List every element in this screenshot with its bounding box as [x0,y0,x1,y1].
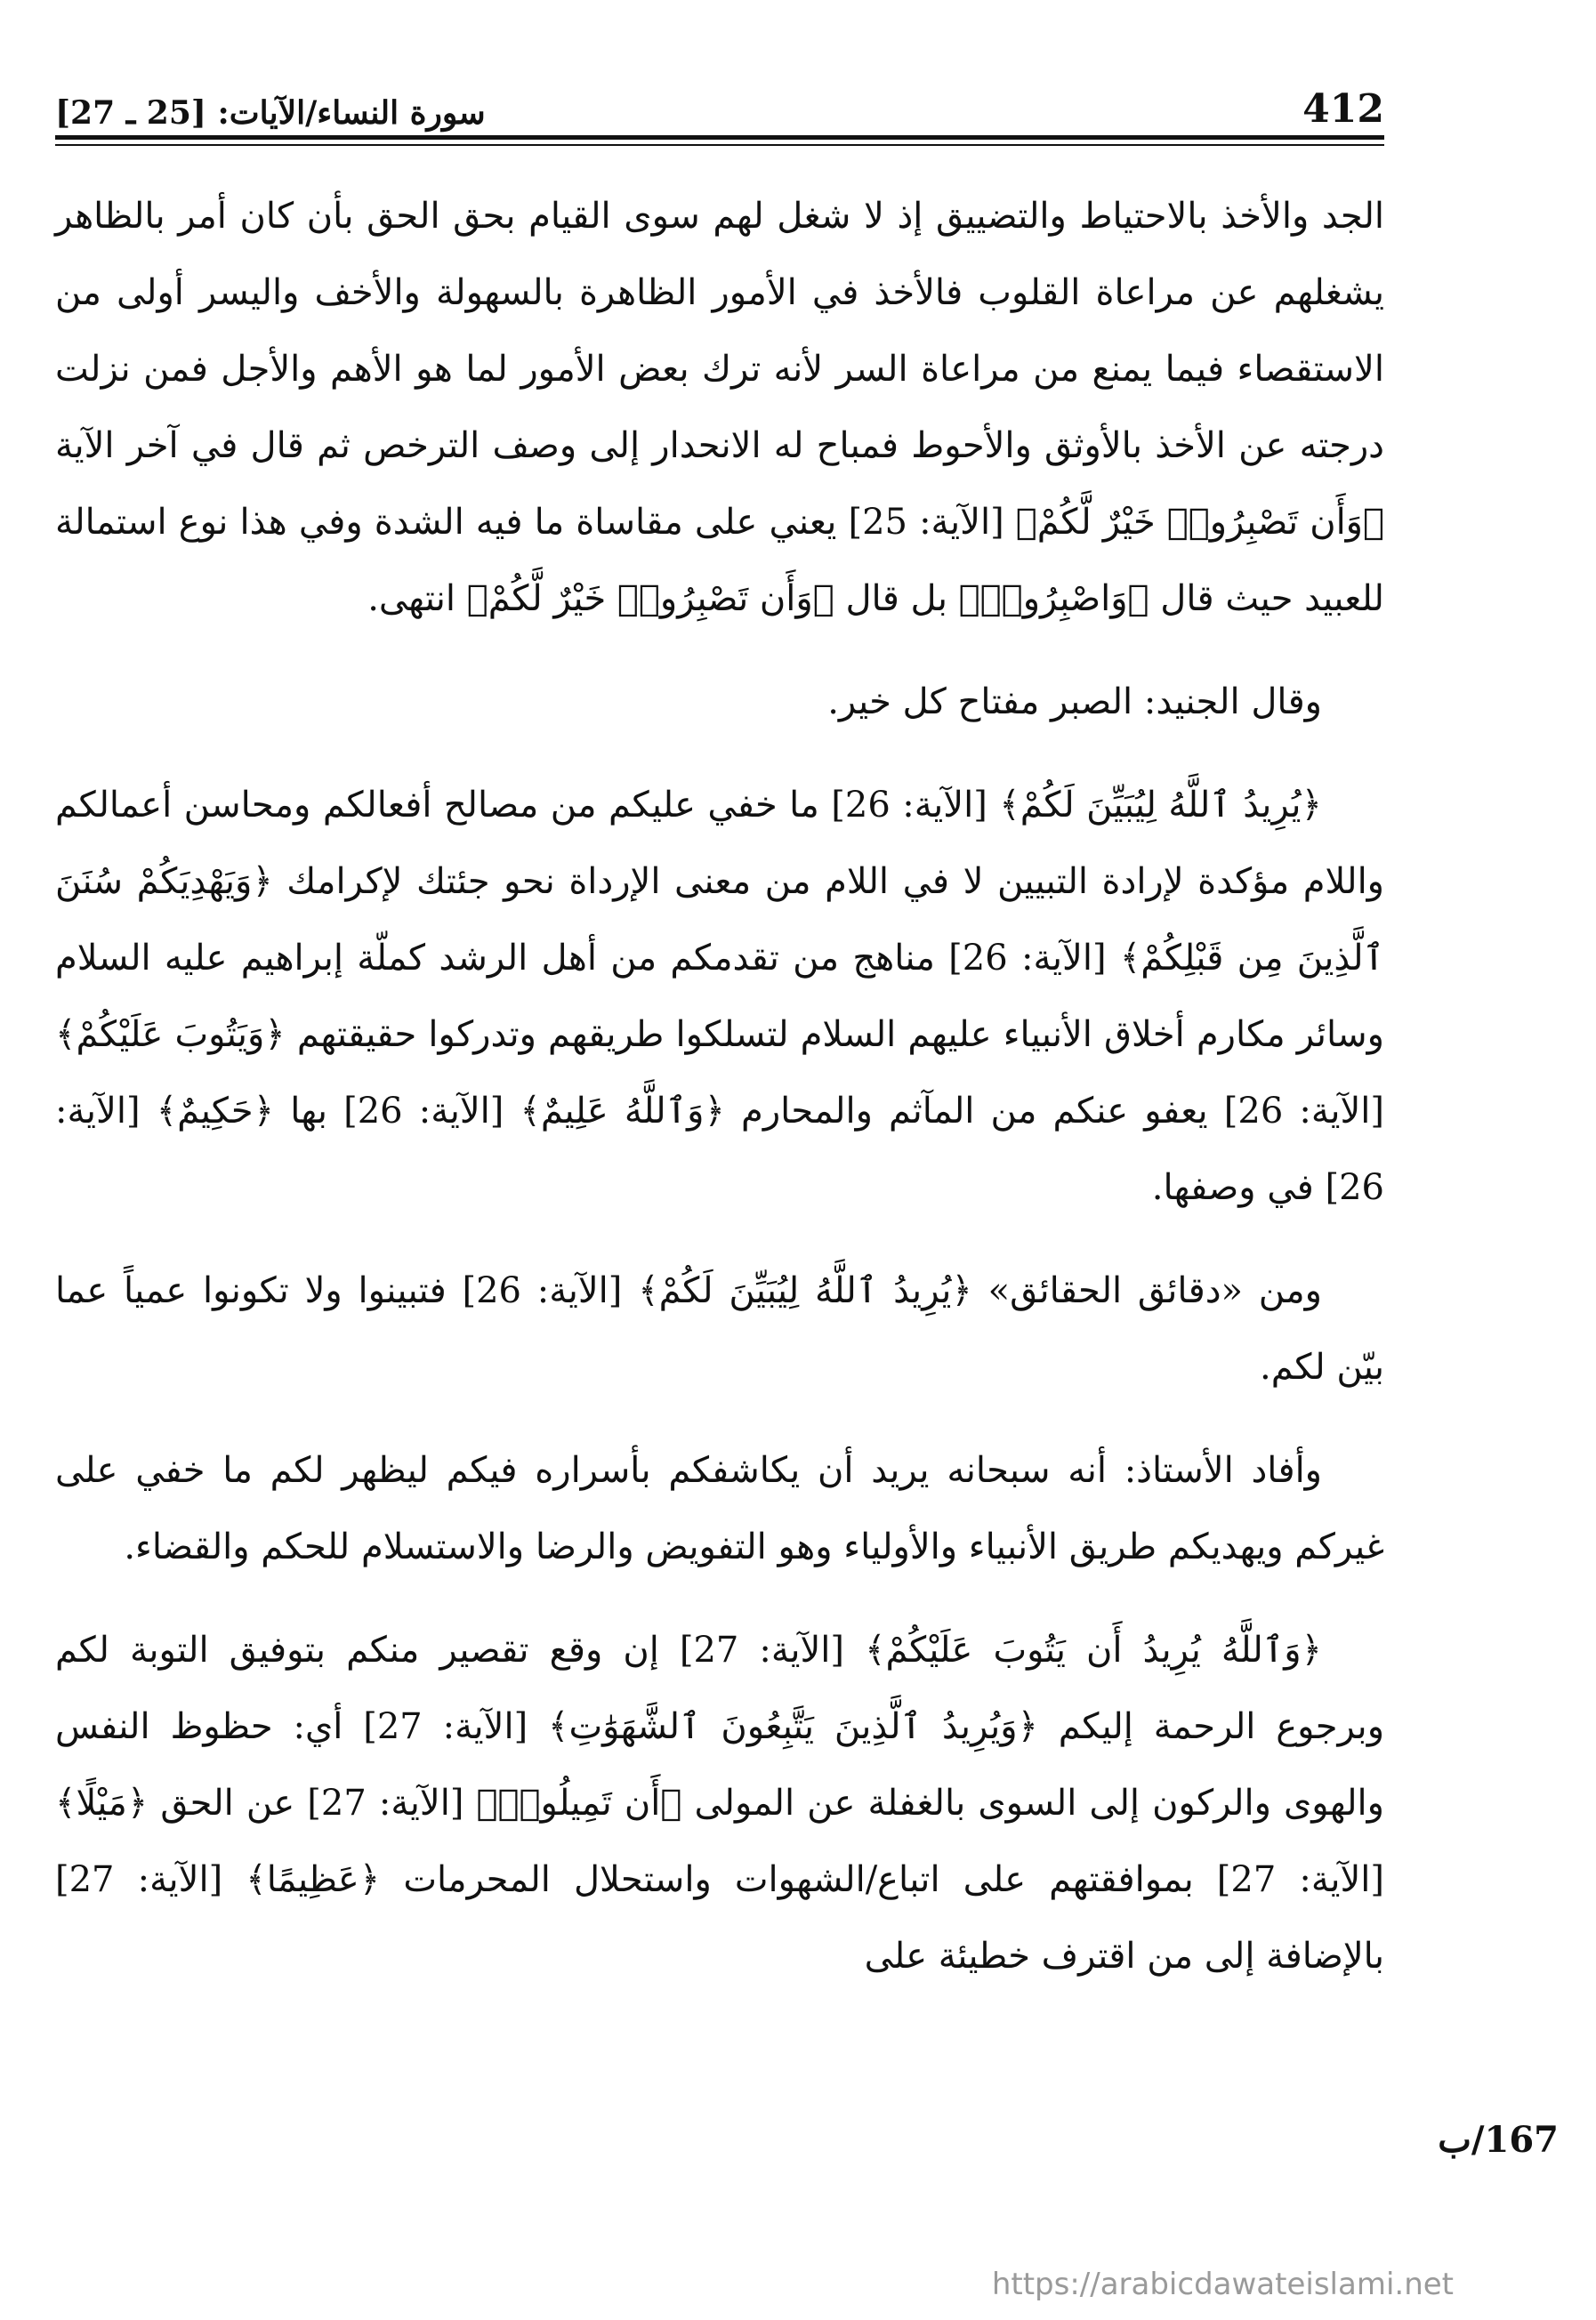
running-head: سورة النساء/الآيات: [25 ـ 27] [55,94,486,132]
paragraph: ﴿يُرِيدُ ٱللَّهُ لِيُبَيِّنَ لَكُمْ﴾ [الآية: 26] ما خفي عليكم من مصالح أفعالكم ومحاسن أعمالكم واللام مؤكدة لإرادة التبيين لا في اللام من معنى الإرداة نحو جئتك لإكرامك ﴿وَيَهْدِيَكُمْ سُنَنَ ٱلَّذِينَ مِن قَبْلِكُمْ﴾ [الآية: 26] مناهج من تقدمكم من أهل الرشد كملّة إبراهيم عليه السلام وسائر مكارم أخلاق الأنبياء عليهم السلام لتسلكوا طريقهم وتدركوا حقيقتهم ﴿وَيَتُوبَ عَلَيْكُمْ﴾ [الآية: 26] يعفو عنكم من المآثم والمحارم ﴿وَٱللَّهُ عَلِيمٌ﴾ [الآية: 26] بها ﴿حَكِيمٌ﴾ [الآية: 26] في وصفها. [55,785,1385,1208]
paragraph: وقال الجنيد: الصبر مفتاح كل خير. [827,681,1322,722]
page-number: 412 [1302,86,1384,132]
watermark-url: https://arabicdawateislami.net [991,2267,1454,2302]
header-rule-thick [55,135,1384,140]
page-header [55,69,1384,132]
manuscript-folio-note: 167/ب [1438,2119,1559,2161]
paragraph: الجد والأخذ بالاحتياط والتضييق إذ لا شغل لهم سوى القيام بحق الحق بأن كان أمر بالظاهر يشغلهم عن مراعاة القلوب فالأخذ في الأمور الظاهرة بالسهولة والأخف واليسر أولى من الاستقصاء فيما يمنع من مراعاة السر لأنه ترك بعض الأمور لما هو الأهم والأجل فمن نزلت درجته عن الأخذ بالأوثق والأحوط فمباح له الانحدار إلى وصف الترخص ثم قال في آخر الآية ﴿وَأَن تَصْبِرُوا۟ خَيْرٌ لَّكُمْ﴾ [الآية: 25] يعني على مقاساة ما فيه الشدة وفي هذا نوع استمالة للعبيد حيث قال ﴿وَاصْبِرُوا۟﴾ بل قال ﴿وَأَن تَصْبِرُوا۟ خَيْرٌ لَّكُمْ﴾ انتهى. [55,196,1385,619]
paragraph: وأفاد الأستاذ: أنه سبحانه يريد أن يكاشفكم بأسراره فيكم ليظهر لكم ما خفي على غيركم ويهديكم طريق الأنبياء والأولياء وهو التفويض والرضا والاستسلام للحكم والقضاء. [55,1450,1384,1567]
paragraph: ﴿وَٱللَّهُ يُرِيدُ أَن يَتُوبَ عَلَيْكُمْ﴾ [الآية: 27] إن وقع تقصير منكم بتوفيق التوبة لكم وبرجوع الرحمة إليكم ﴿وَيُرِيدُ ٱلَّذِينَ يَتَّبِعُونَ ٱلشَّهَوَٰتِ﴾ [الآية: 27] أي: حظوظ النفس والهوى والركون إلى السوى بالغفلة عن المولى ﴿أَن تَمِيلُوا۟﴾ [الآية: 27] عن الحق ﴿مَيْلًا﴾ [الآية: 27] بموافقتهم على اتباع/الشهوات واستحلال المحرمات ﴿عَظِيمًا﴾ [الآية: 27] بالإضافة إلى من اقترف خطيئة على [55,1630,1385,1977]
header-rule-thin [55,144,1384,146]
paragraph: ومن «دقائق الحقائق» ﴿يُرِيدُ ٱللَّهُ لِيُبَيِّنَ لَكُمْ﴾ [الآية: 26] فتبينوا ولا تكونوا عمياً عما بيّن لكم. [55,1270,1384,1388]
body-text [55,178,1384,1994]
